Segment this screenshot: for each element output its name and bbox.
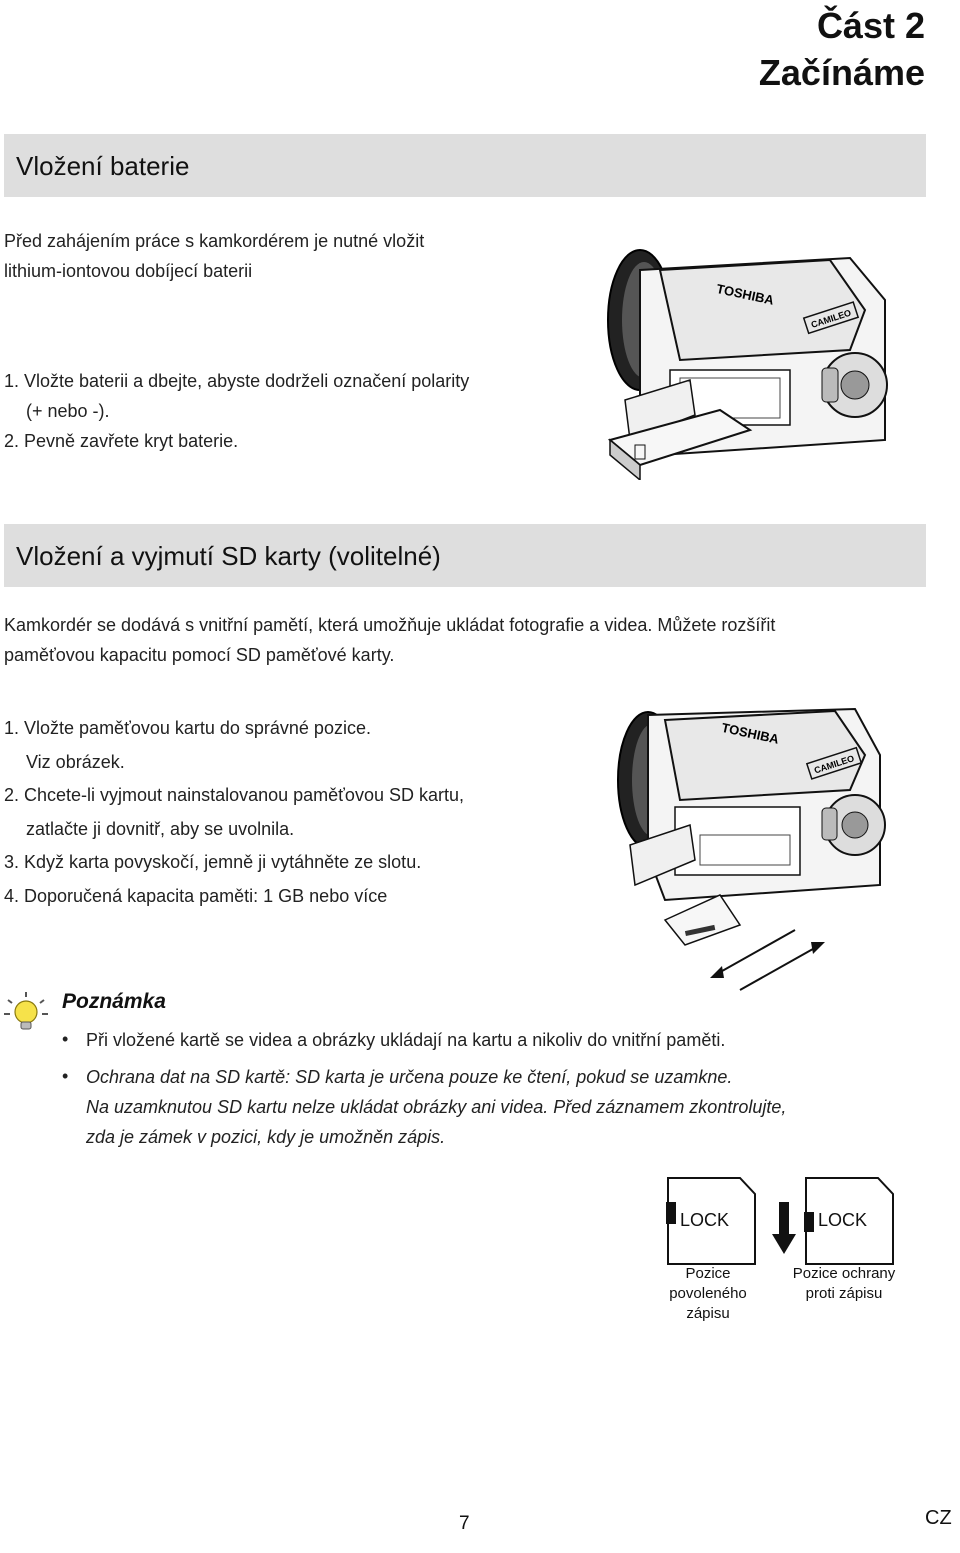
sd-steps: [4, 712, 464, 913]
battery-intro: [4, 226, 424, 286]
right-card-caption: [780, 1264, 908, 1304]
left-card-caption: [648, 1264, 768, 1324]
brand-logo-text: TOSHIBA: [720, 719, 781, 747]
chapter-title: Začínáme: [758, 52, 925, 93]
step-item: 1. Vložte baterii a dbejte, abyste dodrželi označení polarity: [4, 371, 470, 391]
lightbulb-icon: [2, 990, 50, 1038]
intro-line: paměťovou kapacitu pomocí SD paměťové karty.: [4, 645, 395, 665]
part-number: Část 2: [816, 5, 925, 46]
step-item-cont: Viz obrázek.: [26, 751, 125, 772]
section-heading: Vložení a vyjmutí SD karty (volitelné): [16, 541, 441, 571]
caption-line: zápisu: [686, 1305, 730, 1322]
step-item-cont: zatlačte ji dovnitř, aby se uvolnila.: [26, 818, 295, 839]
section-heading: Vložení baterie: [16, 151, 190, 181]
left-card-lock-label: LOCK: [680, 1210, 730, 1230]
right-card-lock-label: LOCK: [818, 1210, 868, 1230]
step-item: 3. Když karta povyskočí, jemně ji vytáhněte ze slotu.: [4, 852, 422, 872]
caption-line: povoleného: [669, 1285, 747, 1302]
page-number: 7: [459, 1513, 470, 1534]
note-bullet-1: Při vložené kartě se videa a obrázky ukládají na kartu a nikoliv do vnitřní paměti.: [86, 1030, 726, 1050]
bullet-marker: •: [62, 1066, 69, 1086]
language-code: CZ: [925, 1507, 952, 1529]
bullet-marker: •: [62, 1029, 69, 1049]
bullet-line: Na uzamknutou SD kartu nelze ukládat obrázky ani videa. Před záznamem zkontrolujte,: [86, 1097, 787, 1117]
part-title: [759, 2, 925, 96]
camcorder-sd-illustration: [610, 695, 890, 1000]
note-title: Poznámka: [62, 990, 166, 1013]
step-item: 1. Vložte paměťovou kartu do správné pozice.: [4, 718, 371, 738]
caption-line: proti zápisu: [805, 1285, 883, 1302]
intro-line: Kamkordér se dodává s vnitřní pamětí, která umožňuje ukládat fotografie a videa. Můžete rozšířit: [4, 615, 776, 635]
model-logo-text: CAMILEO: [812, 753, 856, 776]
bullet-line: zda je zámek v pozici, kdy je umožněn zápis.: [86, 1127, 446, 1147]
step-item: 2. Chcete-li vyjmout nainstalovanou paměťovou SD kartu,: [4, 785, 464, 805]
note-bullet-2: [86, 1062, 786, 1152]
model-logo-text: CAMILEO: [809, 307, 853, 330]
battery-steps: [4, 366, 469, 456]
brand-logo-text: TOSHIBA: [715, 280, 776, 308]
step-item-cont: (+ nebo -).: [26, 401, 110, 421]
caption-line: Pozice ochrany: [792, 1265, 896, 1282]
sd-intro: [4, 610, 775, 670]
caption-line: Pozice: [685, 1265, 731, 1282]
section-header-sd-card: [4, 524, 926, 587]
step-item: 2. Pevně zavřete kryt baterie.: [4, 431, 239, 451]
bullet-line: Ochrana dat na SD kartě: SD karta je určena pouze ke čtení, pokud se uzamkne.: [86, 1067, 733, 1087]
intro-line: lithium-iontovou dobíjecí baterii: [4, 261, 253, 281]
camcorder-battery-illustration: [600, 240, 900, 480]
section-header-battery: [4, 134, 926, 197]
step-item: 4. Doporučená kapacita paměti: 1 GB nebo více: [4, 885, 388, 906]
intro-line: Před zahájením práce s kamkordérem je nutné vložit: [4, 231, 425, 251]
